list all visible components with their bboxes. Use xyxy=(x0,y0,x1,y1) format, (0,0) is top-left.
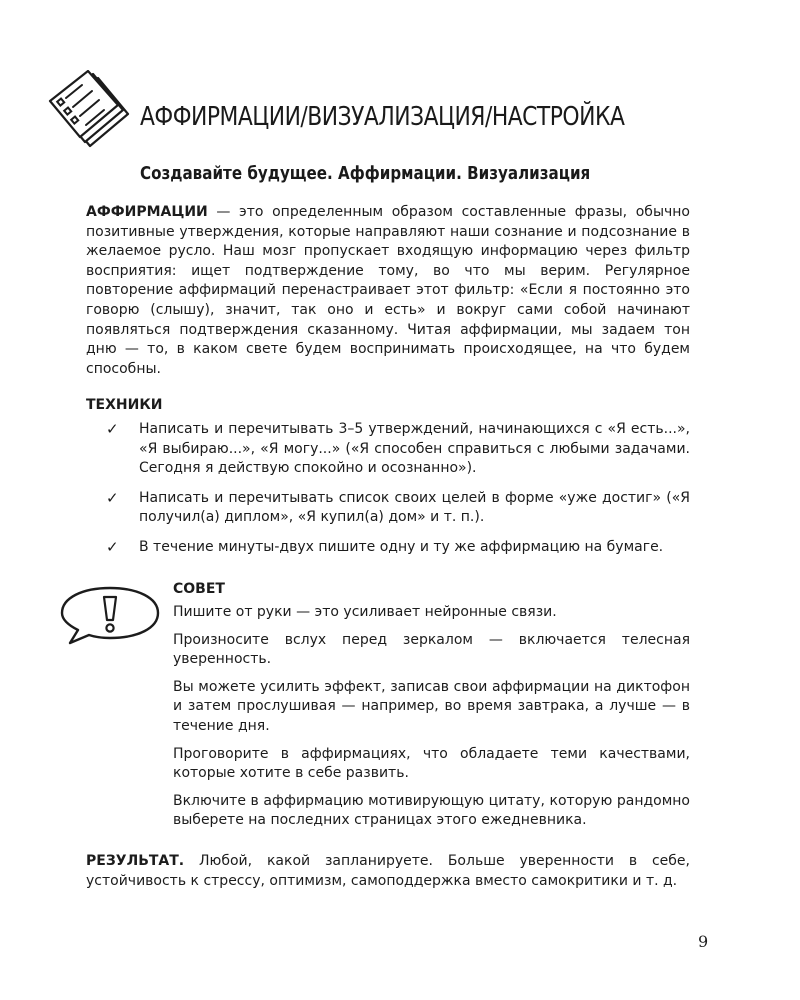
result-paragraph xyxy=(86,852,690,891)
tip-item: Произносите вслух перед зеркалом — включается телесная уверенность. xyxy=(173,631,690,668)
technique-item xyxy=(86,538,690,558)
technique-text: Написать и перечитывать список своих целей в форме «уже достиг» («Я получил(а) диплом», «Я купил(а) дом» и т. п.). xyxy=(139,489,690,526)
exclamation-speech-bubble-icon xyxy=(58,584,162,646)
result-term: РЕЗУЛЬТАТ. xyxy=(86,853,185,869)
tip-heading: СОВЕТ xyxy=(173,581,225,597)
section-subtitle: Создавайте будущее. Аффирмации. Визуализация xyxy=(140,163,591,184)
tip-item: Пишите от руки — это усиливает нейронные связи. xyxy=(173,604,557,620)
technique-item xyxy=(86,420,690,479)
tip-item: Вы можете усилить эффект, записав свои аффирмации на диктофон и затем прослушивая — например, во время завтрака, а лучше — в течение дня. xyxy=(173,678,690,734)
checklist-papers-icon xyxy=(40,70,132,150)
intro-text: — это определенным образом составленные фразы, обычно позитивные утверждения, которые направляют наши сознание и подсознание в желаемое русло. Наш мозг пропускает входящую информацию через фильтр восприятия: ищет подтверждение тому, во что мы верим. Регулярное повторение аффирмаций перенастраивает этот фильтр: «Если я постоянно это говорю (слышу), значит, так оно и есть» и вокруг сами собой начинают появляться подтверждения сказанному. Читая аффирмации, мы задаем тон дню — то, в каком свете будем воспринимать происходящее, на что будем способны. xyxy=(86,204,690,377)
page-title: АФФИРМАЦИИ/ВИЗУАЛИЗАЦИЯ/НАСТРОЙКА xyxy=(140,102,625,132)
check-icon: ✓ xyxy=(106,420,119,438)
tip-item: Включите в аффирмацию мотивирующую цитату, которую рандомно выберете на последних страницах этого ежедневника. xyxy=(173,792,690,829)
check-icon: ✓ xyxy=(106,537,119,556)
tip-list xyxy=(173,603,690,839)
page-number: 9 xyxy=(698,932,709,951)
check-icon: ✓ xyxy=(106,488,119,507)
technique-item xyxy=(86,489,690,528)
technique-text: Написать и перечитывать 3–5 утверждений, начинающихся с «Я есть...», «Я выбираю...», «Я могу...» («Я способен справиться с любыми задачами. Сегодня я действую спокойно и осознанно»). xyxy=(139,421,690,477)
intro-term: АФФИРМАЦИИ xyxy=(86,204,208,220)
techniques-heading: ТЕХНИКИ xyxy=(86,397,163,413)
technique-text: В течение минуты-двух пишите одну и ту же аффирмацию на бумаге. xyxy=(139,538,664,555)
intro-paragraph xyxy=(86,203,690,379)
result-text: Любой, какой запланируете. Больше уверенности в себе, устойчивость к стрессу, оптимизм, самоподдержка вместо самокритики и т. д. xyxy=(86,853,690,889)
tip-item: Проговорите в аффирмациях, что обладаете теми качествами, которые хотите в себе развить. xyxy=(173,745,690,782)
techniques-list xyxy=(86,420,690,568)
